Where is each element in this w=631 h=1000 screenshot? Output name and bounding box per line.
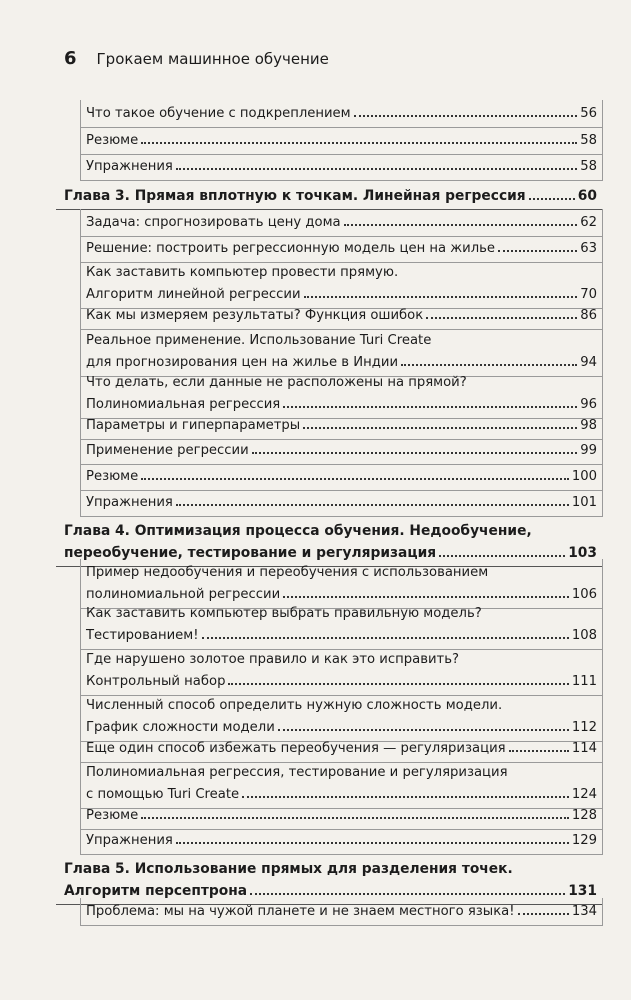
- toc-entry-title-line: Как заставить компьютер выбрать правильную модель?: [86, 606, 482, 621]
- toc-entry-title-line: переобучение, тестирование и регуляризация: [64, 545, 437, 561]
- toc-entry-title-line: Резюме: [86, 808, 139, 823]
- toc-entry-title-line: Проблема: мы на чужой планете и не знаем местного языка!: [86, 904, 515, 919]
- toc-entry-title-line: Контрольный набор: [86, 674, 226, 689]
- toc-page-number: 114: [571, 741, 597, 756]
- toc-page-number: 103: [568, 545, 597, 561]
- toc-entry-title-line: Алгоритм персептрона: [64, 883, 248, 899]
- toc-page-number: 131: [568, 883, 597, 899]
- toc-page-number: 70: [580, 287, 597, 302]
- toc-entry-title-line: Где нарушено золотое правило и как это исправить?: [86, 652, 459, 667]
- entry-frame: [80, 600, 603, 650]
- toc-entry-title-line: Глава 4. Оптимизация процесса обучения. Недообучение,: [64, 523, 532, 539]
- toc-entry-title-line: Параметры и гиперпараметры: [86, 418, 301, 433]
- page-number: 6: [64, 48, 77, 69]
- toc-chapter[interactable]: [64, 520, 597, 564]
- entry-frame: [80, 463, 603, 491]
- toc-entry-title-line: Еще один способ избежать переобучения — регуляризация: [86, 741, 506, 756]
- toc-page-number: 99: [580, 443, 597, 458]
- toc-page-number: 129: [571, 833, 597, 848]
- toc-page-number: 94: [580, 355, 597, 370]
- toc-chapter[interactable]: [64, 185, 597, 207]
- entry-frame: [80, 646, 603, 696]
- entry-frame: [80, 127, 603, 155]
- toc-page-number: 96: [580, 397, 597, 412]
- toc-page-number: 124: [571, 787, 597, 802]
- toc-entry-title-line: Резюме: [86, 469, 139, 484]
- toc-entry-title-line: Реальное применение. Использование Turi Create: [86, 333, 432, 348]
- toc-entry-title-line: с помощью Turi Create: [86, 787, 240, 802]
- toc-page-number: 98: [580, 418, 597, 433]
- entry-frame: [80, 437, 603, 465]
- toc-entry-title-line: Решение: построить регрессионную модель цен на жилье: [86, 241, 496, 256]
- entry-frame: [80, 153, 603, 181]
- toc-page-number: 134: [571, 904, 597, 919]
- toc-entry-title-line: Применение регрессии: [86, 443, 249, 458]
- entry-frame: [80, 898, 603, 926]
- toc-entry-title-line: Упражнения: [86, 833, 173, 848]
- toc-entry-title-line: Алгоритм линейной регрессии: [86, 287, 301, 302]
- entry-frame: [80, 489, 603, 517]
- toc-entry-title-line: для прогнозирования цен на жилье в Индии: [86, 355, 399, 370]
- toc-page-number: 101: [571, 495, 597, 510]
- running-header: [64, 48, 329, 69]
- toc-page-number: 58: [580, 159, 597, 174]
- toc-entry-title-line: полиномиальной регрессии: [86, 587, 281, 602]
- toc-entry-title-line: Глава 5. Использование прямых для разделения точек.: [64, 861, 513, 877]
- toc-entry-title-line: Задача: спрогнозировать цену дома: [86, 215, 341, 230]
- entry-frame: [80, 100, 603, 128]
- toc-entry-title-line: Упражнения: [86, 495, 173, 510]
- toc-page-number: 111: [571, 674, 597, 689]
- toc-entry-title-line: Полиномиальная регрессия, тестирование и регуляризация: [86, 765, 508, 780]
- toc-page-number: 112: [571, 720, 597, 735]
- entry-frame: [80, 412, 603, 440]
- entry-frame: [80, 302, 603, 330]
- toc-page-number: 56: [580, 106, 597, 121]
- dot-leader: [529, 198, 575, 200]
- entry-frame: [80, 209, 603, 237]
- toc-page-number: 100: [571, 469, 597, 484]
- book-title: Грокаем машинное обучение: [96, 50, 329, 68]
- toc-entry-title-line: Как заставить компьютер провести прямую.: [86, 265, 399, 280]
- toc-page-number: 60: [577, 188, 597, 204]
- toc-page-number: 62: [580, 215, 597, 230]
- toc-page-number: 63: [580, 241, 597, 256]
- toc-page-number: 86: [580, 308, 597, 323]
- dot-leader: [439, 555, 565, 557]
- toc-entry-title-line: График сложности модели: [86, 720, 275, 735]
- toc-entry-title-line: Резюме: [86, 133, 139, 148]
- toc-entry-title-line: Глава 3. Прямая вплотную к точкам. Линейная регрессия: [64, 188, 526, 204]
- toc-chapter[interactable]: [64, 858, 597, 902]
- toc-page-number: 128: [571, 808, 597, 823]
- entry-frame: [80, 802, 603, 830]
- toc-page-number: 106: [571, 587, 597, 602]
- toc-entry-title-line: Что делать, если данные не расположены на прямой?: [86, 375, 467, 390]
- toc-entry-title-line: Полиномиальная регрессия: [86, 397, 281, 412]
- toc-entry-row: [64, 185, 597, 207]
- toc-entry-title-line: Численный способ определить нужную сложность модели.: [86, 698, 503, 713]
- toc-entry-title-line: Пример недообучения и переобучения с использованием: [86, 565, 489, 580]
- toc-entry-title-line: Что такое обучение с подкреплением: [86, 106, 351, 121]
- toc-entry-title-line: Как мы измеряем результаты? Функция ошибок: [86, 308, 424, 323]
- toc-page-number: 108: [571, 628, 597, 643]
- dot-leader: [250, 893, 565, 895]
- entry-frame: [80, 827, 603, 855]
- toc-page-number: 58: [580, 133, 597, 148]
- toc-entry-title-line: Упражнения: [86, 159, 173, 174]
- toc-entry-title-line: Тестированием!: [86, 628, 199, 643]
